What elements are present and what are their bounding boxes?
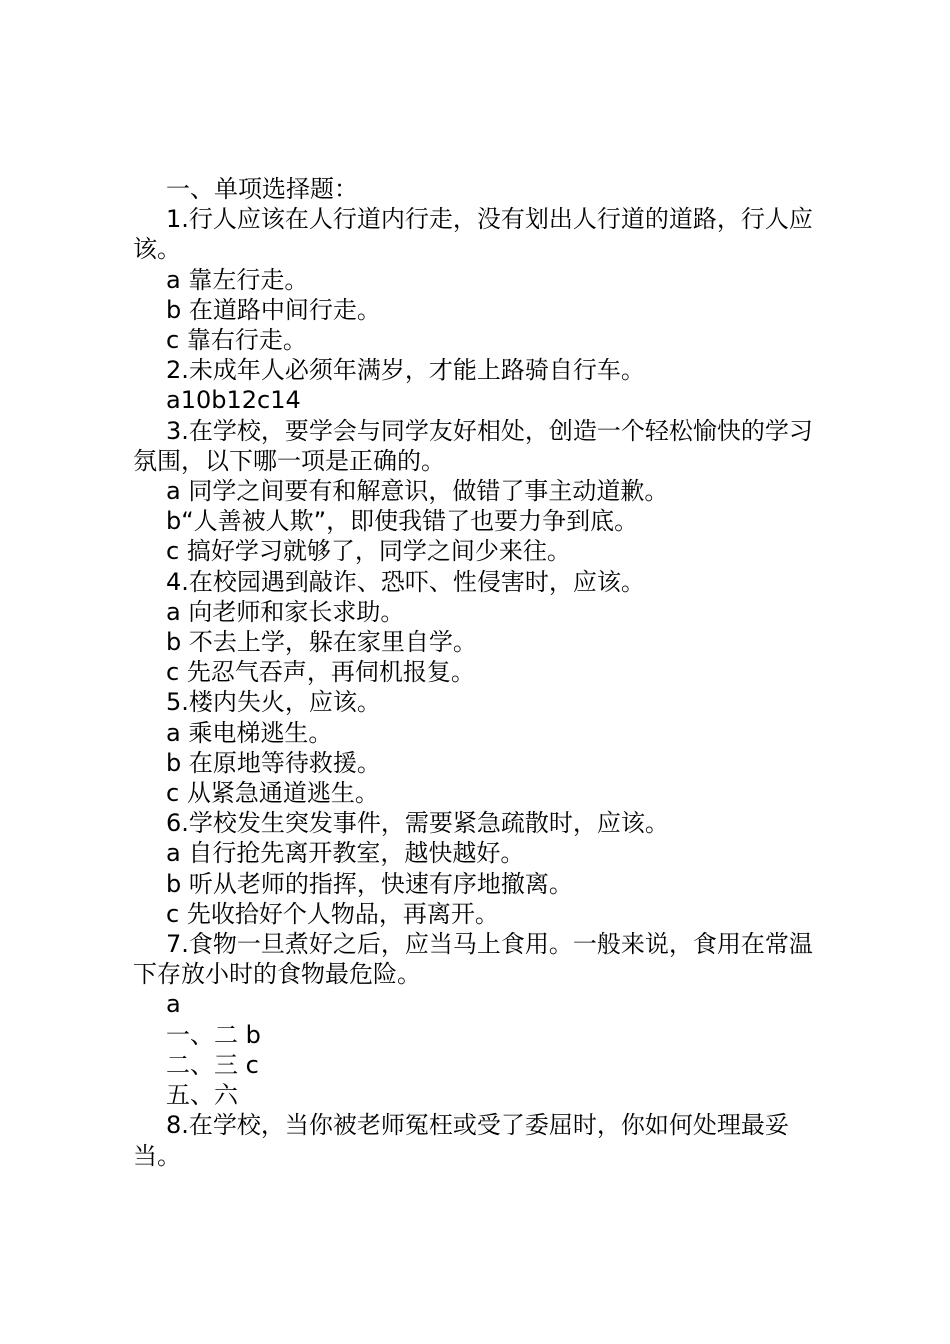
question-6-option-c: c 先收拾好个人物品，再离开。 bbox=[166, 899, 499, 928]
question-7-option-c: 二、三 c bbox=[166, 1050, 259, 1079]
question-6: 6.学校发生突发事件，需要紧急疏散时，应该。 bbox=[166, 809, 669, 838]
question-7-option-b: 一、二 b bbox=[166, 1020, 261, 1049]
question-1-option-a: a 靠左行走。 bbox=[166, 265, 309, 294]
question-3-option-a: a 同学之间要有和解意识，做错了事主动道歉。 bbox=[166, 477, 669, 506]
document-body bbox=[133, 174, 833, 1171]
question-4-option-c: c 先忍气吞声，再伺机报复。 bbox=[166, 658, 475, 687]
question-8: 8.在学校，当你被老师冤枉或受了委屈时，你如何处理最妥当。 bbox=[133, 1111, 789, 1170]
question-2: 2.未成年人必须年满岁，才能上路骑自行车。 bbox=[166, 356, 645, 385]
question-2-options: a10b12c14 bbox=[166, 386, 301, 415]
question-6-option-a: a 自行抢先离开教室，越快越好。 bbox=[166, 839, 525, 868]
question-3: 3.在学校，要学会与同学友好相处，创造一个轻松愉快的学习氛围，以下哪一项是正确的。 bbox=[133, 416, 813, 475]
question-5-option-c: c 从紧急通道逃生。 bbox=[166, 779, 379, 808]
question-1-option-c: c 靠右行走。 bbox=[166, 326, 307, 355]
question-3-option-b: b“人善被人欺”，即使我错了也要力争到底。 bbox=[166, 507, 639, 536]
question-4-option-b: b 不去上学，躲在家里自学。 bbox=[166, 628, 477, 657]
question-3-option-c: c 搞好学习就够了，同学之间少来往。 bbox=[166, 537, 571, 566]
question-5-option-b: b 在原地等待救援。 bbox=[166, 748, 381, 777]
question-5-option-a: a 乘电梯逃生。 bbox=[166, 718, 333, 747]
question-7: 7.食物一旦煮好之后，应当马上食用。一般来说，食用在常温下存放小时的食物最危险。 bbox=[133, 930, 813, 989]
question-4: 4.在校园遇到敲诈、恐吓、性侵害时，应该。 bbox=[166, 567, 645, 596]
question-7-option-a: a bbox=[166, 990, 181, 1019]
question-6-option-b: b 听从老师的指挥，快速有序地撤离。 bbox=[166, 869, 573, 898]
question-1: 1.行人应该在人行道内行走，没有划出人行道的道路，行人应该。 bbox=[133, 205, 813, 264]
section-heading: 一、单项选择题： bbox=[166, 175, 358, 203]
question-4-option-a: a 向老师和家长求助。 bbox=[166, 597, 405, 626]
question-5: 5.楼内失火，应该。 bbox=[166, 688, 381, 717]
question-7-option-c-cont: 五、六 bbox=[166, 1081, 238, 1110]
question-1-option-b: b 在道路中间行走。 bbox=[166, 295, 381, 324]
